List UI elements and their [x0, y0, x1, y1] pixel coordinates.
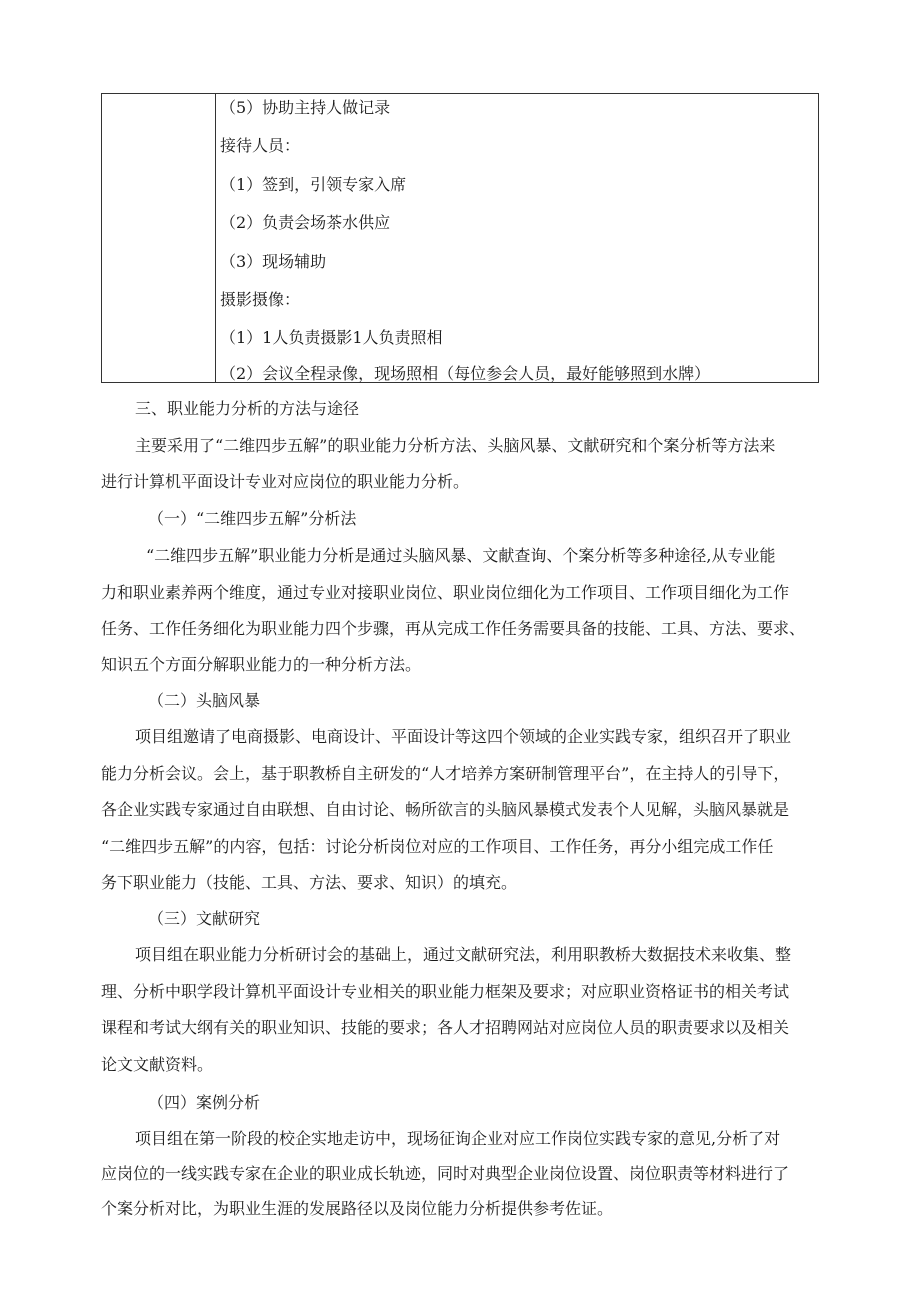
paragraph-line: 项目组邀请了电商摄影、电商设计、平面设计等这四个领域的企业实践专家，组织召开了职业 [135, 727, 792, 746]
paragraph-line: 应岗位的一线实践专家在企业的职业成长轨迹，同时对典型企业岗位设置、岗位职责等材料进行了 [101, 1164, 790, 1183]
table-line: 摄影摄像： [220, 290, 301, 309]
paragraph-line: 项目组在第一阶段的校企实地走访中，现场征询企业对应工作岗位实践专家的意见,分析了对 [135, 1129, 781, 1148]
paragraph-line: 主要采用了“二维四步五解”的职业能力分析方法、头脑风暴、文献研究和个案分析等方法来 [135, 436, 776, 455]
table-line: 接待人员： [220, 136, 301, 155]
subsection-heading: （一）“二维四步五解”分析法 [148, 509, 357, 528]
table-line: （1）签到，引领专家入席 [220, 175, 407, 194]
table-line: （5）协助主持人做记录 [220, 98, 391, 117]
paragraph-line: 力和职业素养两个维度，通过专业对接职业岗位、职业岗位细化为工作项目、工作项目细化为工作 [101, 583, 790, 602]
paragraph-line: 进行计算机平面设计专业对应岗位的职业能力分析。 [101, 472, 470, 491]
paragraph-line: 个案分析对比，为职业生涯的发展路径以及岗位能力分析提供参考佐证。 [101, 1199, 614, 1218]
paragraph-line: “二维四步五解”的内容，包括：讨论分析岗位对应的工作项目、工作任务，再分小组完成工作任 [101, 837, 774, 856]
paragraph-line: 理、分析中职学段计算机平面设计专业相关的职业能力框架及要求；对应职业资格证书的相关考试 [101, 982, 790, 1001]
paragraph-line: 能力分析会议。会上，基于职教桥自主研发的“人才培养方案研制管理平台”，在主持人的引导下， [101, 764, 790, 783]
table-column-divider [215, 94, 216, 382]
paragraph-line: 论文文献资料。 [101, 1055, 214, 1074]
staff-duty-table [101, 93, 819, 383]
table-line: （1）1人负责摄影1人负责照相 [220, 328, 443, 347]
section-title: 三、职业能力分析的方法与途径 [135, 399, 360, 418]
paragraph-line: “二维四步五解”职业能力分析是通过头脑风暴、文献查询、个案分析等多种途径,从专业能 [146, 546, 776, 565]
subsection-heading: （三）文献研究 [148, 909, 261, 928]
paragraph-line: 务下职业能力（技能、工具、方法、要求、知识）的填充。 [101, 873, 518, 892]
paragraph-line: 任务、工作任务细化为职业能力四个步骤，再从完成工作任务需要具备的技能、工具、方法、要求、 [101, 619, 806, 638]
table-line: （2）负责会场茶水供应 [220, 213, 391, 232]
paragraph-line: 课程和考试大纲有关的职业知识、技能的要求；各人才招聘网站对应岗位人员的职责要求以及相关 [101, 1018, 790, 1037]
subsection-heading: （二）头脑风暴 [148, 691, 261, 710]
paragraph-line: 知识五个方面分解职业能力的一种分析方法。 [101, 655, 422, 674]
subsection-heading: （四）案例分析 [148, 1093, 261, 1112]
paragraph-line: 各企业实践专家通过自由联想、自由讨论、畅所欲言的头脑风暴模式发表个人见解，头脑风暴就是 [101, 800, 790, 819]
table-line: （3）现场辅助 [220, 252, 327, 271]
table-line: （2）会议全程录像，现场照相（每位参会人员，最好能够照到水牌） [220, 364, 711, 383]
paragraph-line: 项目组在职业能力分析研讨会的基础上，通过文献研究法，利用职教桥大数据技术来收集、整 [135, 945, 792, 964]
